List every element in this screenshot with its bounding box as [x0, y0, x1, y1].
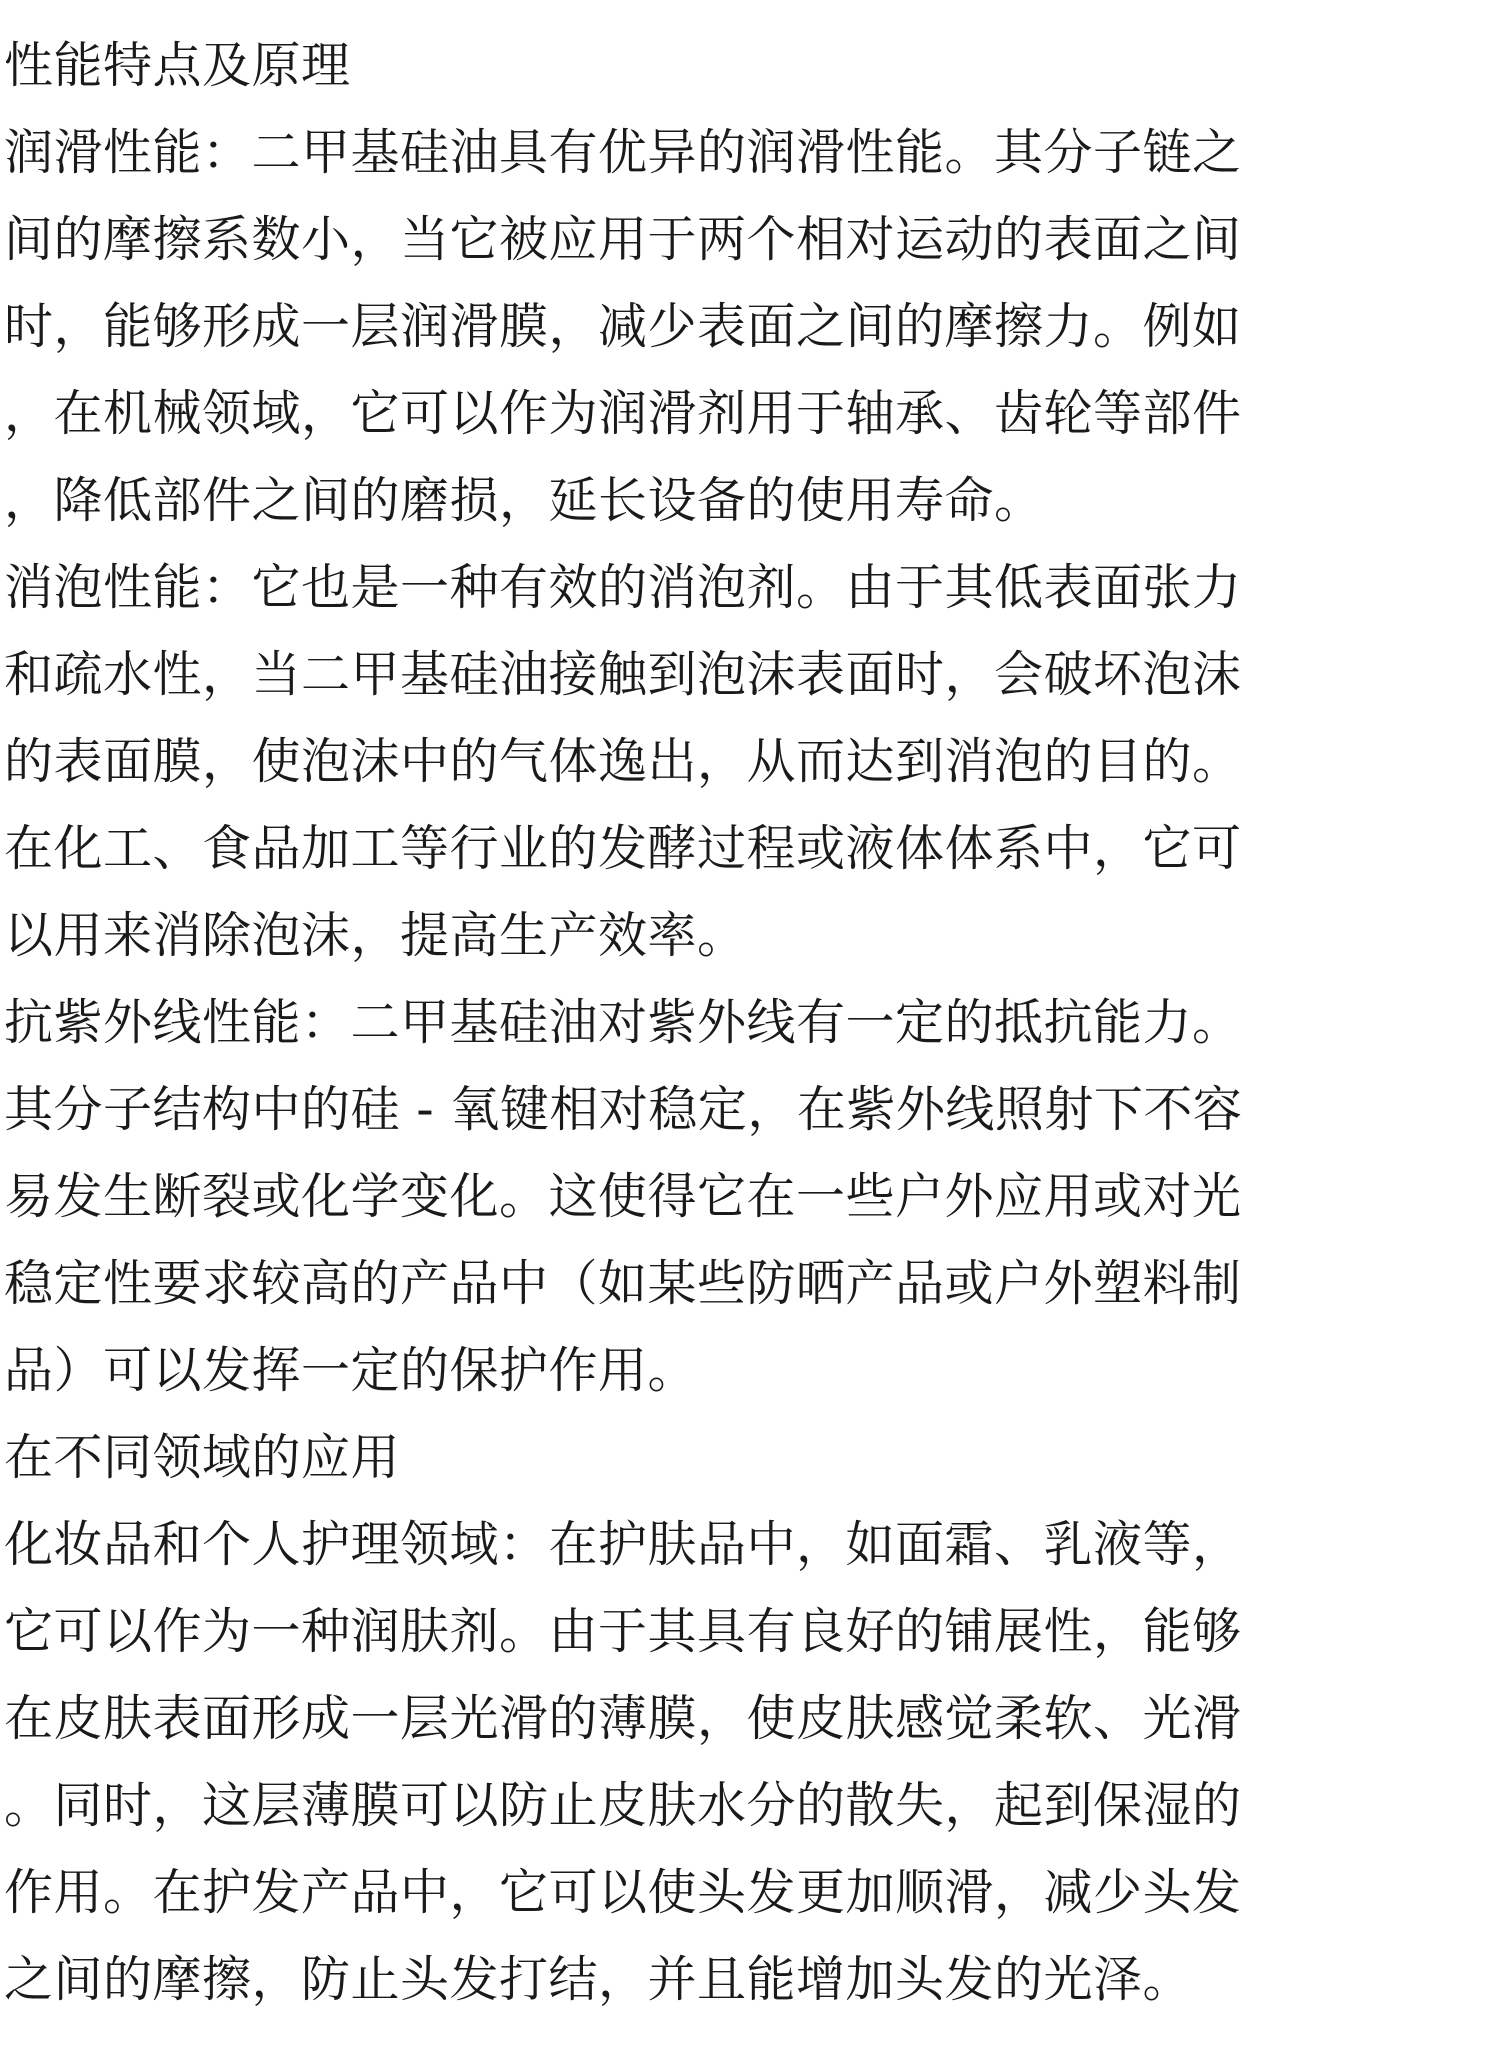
text-line: 品）可以发挥一定的保护作用。 — [4, 1342, 698, 1399]
text-line: 消泡性能：它也是一种有效的消泡剂。由于其低表面张力 — [4, 559, 1242, 616]
text-line: 的表面膜，使泡沫中的气体逸出，从而达到消泡的目的。 — [4, 733, 1242, 790]
text-line: 润滑性能：二甲基硅油具有优异的润滑性能。其分子链之 — [4, 124, 1242, 181]
text-line: 易发生断裂或化学变化。这使得它在一些户外应用或对光 — [4, 1168, 1242, 1225]
section-heading-applications: 在不同领域的应用 — [4, 1429, 401, 1486]
text-line: 其分子结构中的硅 - 氧键相对稳定，在紫外线照射下不容 — [4, 1081, 1243, 1138]
text-line: 以用来消除泡沫，提高生产效率。 — [4, 907, 747, 964]
text-line: 在皮肤表面形成一层光滑的薄膜，使皮肤感觉柔软、光滑 — [4, 1690, 1242, 1747]
text-line: 化妆品和个人护理领域：在护肤品中，如面霜、乳液等， — [4, 1516, 1242, 1573]
text-line: 在化工、食品加工等行业的发酵过程或液体体系中，它可 — [4, 820, 1242, 877]
text-line: 抗紫外线性能：二甲基硅油对紫外线有一定的抵抗能力。 — [4, 994, 1242, 1051]
document-body — [4, 22, 1498, 2023]
text-line: 间的摩擦系数小，当它被应用于两个相对运动的表面之间 — [4, 211, 1242, 268]
text-line: ，在机械领域，它可以作为润滑剂用于轴承、齿轮等部件 — [4, 385, 1242, 442]
text-line: 稳定性要求较高的产品中（如某些防晒产品或户外塑料制 — [4, 1255, 1242, 1312]
text-line: 之间的摩擦，防止头发打结，并且能增加头发的光泽。 — [4, 1951, 1193, 2008]
text-line: 和疏水性，当二甲基硅油接触到泡沫表面时，会破坏泡沫 — [4, 646, 1242, 703]
text-line: 时，能够形成一层润滑膜，减少表面之间的摩擦力。例如 — [4, 298, 1242, 355]
section-heading-principles: 性能特点及原理 — [4, 37, 351, 94]
text-line: 作用。在护发产品中，它可以使头发更加顺滑，减少头发 — [4, 1864, 1242, 1921]
text-line: 它可以作为一种润肤剂。由于其具有良好的铺展性，能够 — [4, 1603, 1242, 1660]
text-line: ，降低部件之间的磨损，延长设备的使用寿命。 — [4, 472, 1044, 529]
text-line: 。同时，这层薄膜可以防止皮肤水分的散失，起到保湿的 — [4, 1777, 1242, 1834]
